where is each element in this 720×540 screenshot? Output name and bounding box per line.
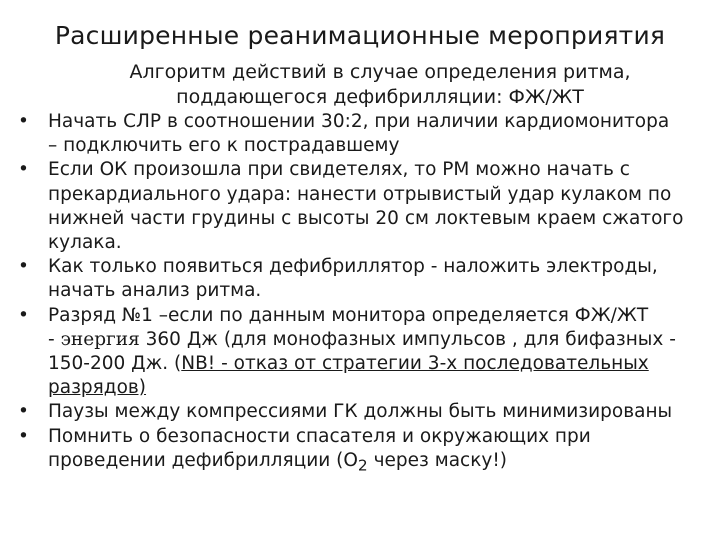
slide-title: Расширенные реанимационные мероприятия [54,21,666,50]
bullet-list [18,110,718,478]
bullet-marker: • [18,111,29,132]
biphasic-values-text: 150-200 Дж. ( [48,353,182,375]
mask-text: через маску!) [367,449,507,471]
bullet-text-line: Начать СЛР в соотношении 30:2, при наличии кардиомонитора [48,111,670,132]
bullet-item [18,304,718,401]
bullet-item [18,255,718,303]
bullet-marker: • [18,401,29,423]
subtitle-line: Алгоритм действий в случае определения ритма, [129,61,631,83]
bullet-text-line: Если ОК произошла при свидетелях, то РМ можно начать с [48,159,630,181]
oxygen-subscript: 2 [357,456,368,475]
bullet-item [18,158,718,255]
bullet-marker: • [18,159,29,181]
bullet-marker: • [18,425,29,447]
bullet-text-line: – подключить его к пострадавшему [48,135,400,157]
bullet-text-line: Паузы между компрессиями ГК должны быть минимизированы [48,401,673,423]
oxygen-text: проведении дефибрилляции (О [48,449,358,471]
nb-note-text-end: разрядов) [48,377,147,399]
nb-note-text: NB! - отказ от стратегии 3-х последовательных [181,353,649,375]
bullet-text-line: начать анализ ритма. [48,280,262,302]
bullet-item [18,110,718,158]
bullet-text-line: кулака. [48,232,122,254]
bullet-text-line [48,449,718,478]
bullet-text-line: Помнить о безопасности спасателя и окружающих при [48,425,591,447]
dash-text: - [48,328,61,350]
bullet-text-line: Как только появиться дефибриллятор - наложить электроды, [48,256,658,278]
bullet-item [18,400,718,424]
energy-word: энергия [60,328,140,350]
bullet-text-line [48,352,718,376]
bullet-text-line: Разряд №1 –если по данным монитора определяется ФЖ/ЖТ [48,304,649,326]
bullet-marker: • [18,304,29,326]
energy-values-text: 360 Дж (для монофазных импульсов , для бифазных - [139,328,676,350]
bullet-text-line [48,328,718,352]
bullet-text-line: нижней части грудины с высоты 20 см локтевым краем сжатого [48,207,684,229]
subtitle-line: поддающегося дефибрилляции: ФЖ/ЖТ [176,86,584,108]
slide-subtitle [100,60,660,110]
bullet-marker: • [18,256,29,278]
bullet-text-line: прекардиального удара: нанести отрывистый удар кулаком по [48,183,672,205]
bullet-text-line [48,376,718,400]
bullet-item [18,425,718,478]
